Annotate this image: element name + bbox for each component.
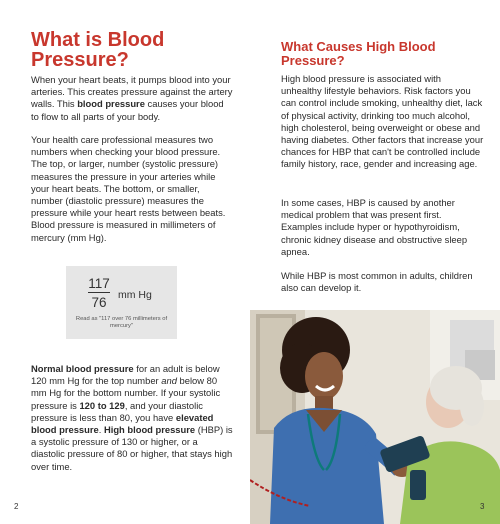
bold-term: 120 to 129 [79,399,125,411]
nurse-patient-photo [250,310,500,524]
categories-paragraph [31,363,234,473]
text-run: (HBP) is a systolic pressure of 130 or higher, or a diastolic pressure of 80 or higher, that stays high over time. [31,424,233,472]
bold-term: blood pressure [77,98,145,110]
italic-term: and [161,375,177,387]
diastolic-value: 76 [91,295,107,310]
bold-term: High blood pressure [103,424,196,436]
photo-illustration [250,310,500,524]
blood-pressure-example-box [66,266,177,339]
bold-term: Normal blood pressure [31,363,134,374]
systolic-value: 117 [88,276,110,291]
page-right [250,0,500,524]
intro-paragraph [31,74,234,123]
children-paragraph: While HBP is most common in adults, children also can develop it. [281,270,473,294]
fraction-line [88,292,110,293]
text-run: . [98,424,104,436]
bp-reading-note: Read as "117 over 76 millimeters of mercury" [75,316,168,329]
page-number: 2 [14,502,19,511]
medical-causes-paragraph: In some cases, HBP is caused by another medical problem that was present first. Examples include hyper or hypothyroidism, chronic kidney disease and obstructive sleep apnea. [281,197,468,257]
text-run: for an adult is below 120 mm Hg for the top number [31,363,220,387]
page-number: 3 [480,502,485,511]
bp-fraction [88,276,110,310]
text-run: below 80 mm Hg for the bottom number. If your systolic pressure is [31,375,221,411]
bp-unit: mm Hg [118,289,152,301]
measurement-paragraph: Your health care professional measures two numbers when checking your blood pressure. The top, or larger, number (systolic pressure) measures the pressure in your arteries while your heart beats. The bottom, or smaller, number (diastolic pressure) measures the pressure while your heart rests between beats. Blood pressure is measured in millimeters of mercury (mm Hg). [31,134,226,243]
causes-paragraph: High blood pressure is associated with unhealthy lifestyle behaviors. Risk factors you can control include smoking, unhealthy diet, lack of physical activity, drinking too much alcohol, high cholesterol, being overweight or obese and having diabetes. Other factors that increase your chances for HBP that can't be controlled include family history, race, gender and increasing age. [281,73,484,170]
text-run: causes your blood to flow to all parts of your body. [31,98,224,122]
bold-term: elevated blood pressure [31,411,214,436]
page-title: What is Blood Pressure? [31,29,165,71]
section-title: What Causes High Blood Pressure? [281,39,436,68]
text-run: When your heart beats, it pumps blood into your arteries. This creates pressure against the artery walls. This [31,74,233,110]
text-run: , and your diastolic pressure is less than 80, you have [31,399,203,423]
